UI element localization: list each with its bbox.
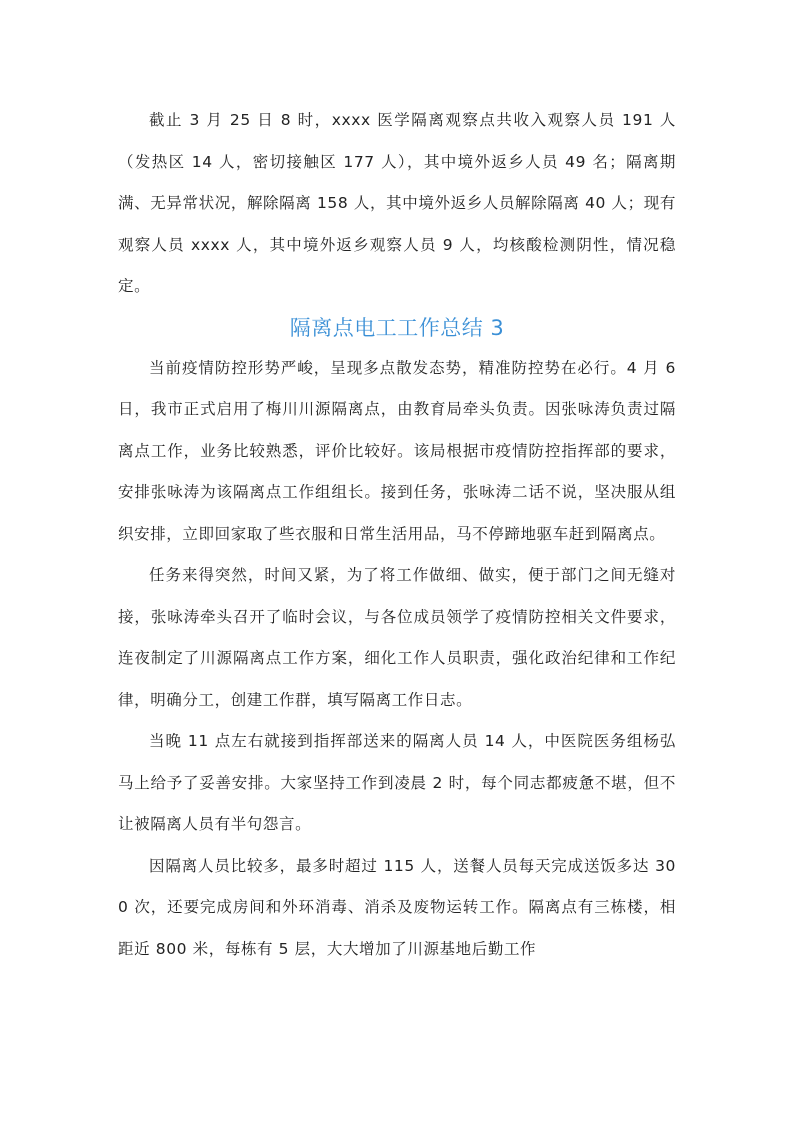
document-body — [118, 100, 676, 970]
paragraph-night: 当晚 11 点左右就接到指挥部送来的隔离人员 14 人，中医院医务组杨弘马上给予了妥善安排。大家坚持工作到凌晨 2 时，每个同志都疲惫不堪，但不让被隔离人员有半句怨言。 — [118, 732, 676, 833]
section-heading: 隔离点电工工作总结 3 — [289, 315, 505, 340]
paragraph-logistics: 因隔离人员比较多，最多时超过 115 人，送餐人员每天完成送饭多达 300 次，还要完成房间和外环消毒、消杀及废物运转工作。隔离点有三栋楼，相距近 800 米，每栋有 5 层，大大增加了川源基地后勤工作 — [118, 856, 676, 958]
paragraph-intro-stats: 截止 3 月 25 日 8 时，xxxx 医学隔离观察点共收入观察人员 191 人（发热区 14 人，密切接触区 177 人），其中境外返乡人员 49 名；隔离期满、无异常状况，解除隔离 158 人，其中境外返乡人员解除隔离 40 人；现有观察人员 xxxx 人，其中境外返乡观察人员 9 人，均核酸检测阴性，情况稳定。 — [118, 111, 676, 295]
paragraph-situation: 当前疫情防控形势严峻，呈现多点散发态势，精准防控势在必行。4 月 6 日，我市正式启用了梅川川源隔离点，由教育局牵头负责。因张咏涛负责过隔离点工作，业务比较熟悉，评价比较好。该局根据市疫情防控指挥部的要求，安排张咏涛为该隔离点工作组组长。接到任务，张咏涛二话不说，坚决服从组织安排，立即回家取了些衣服和日常生活用品，马不停蹄地驱车赶到隔离点。 — [118, 358, 676, 543]
paragraph-task: 任务来得突然，时间又紧，为了将工作做细、做实，便于部门之间无缝对接，张咏涛牵头召开了临时会议，与各位成员领学了疫情防控相关文件要求，连夜制定了川源隔离点工作方案，细化工作人员职责，强化政治纪律和工作纪律，明确分工，创建工作群，填写隔离工作日志。 — [118, 566, 676, 709]
